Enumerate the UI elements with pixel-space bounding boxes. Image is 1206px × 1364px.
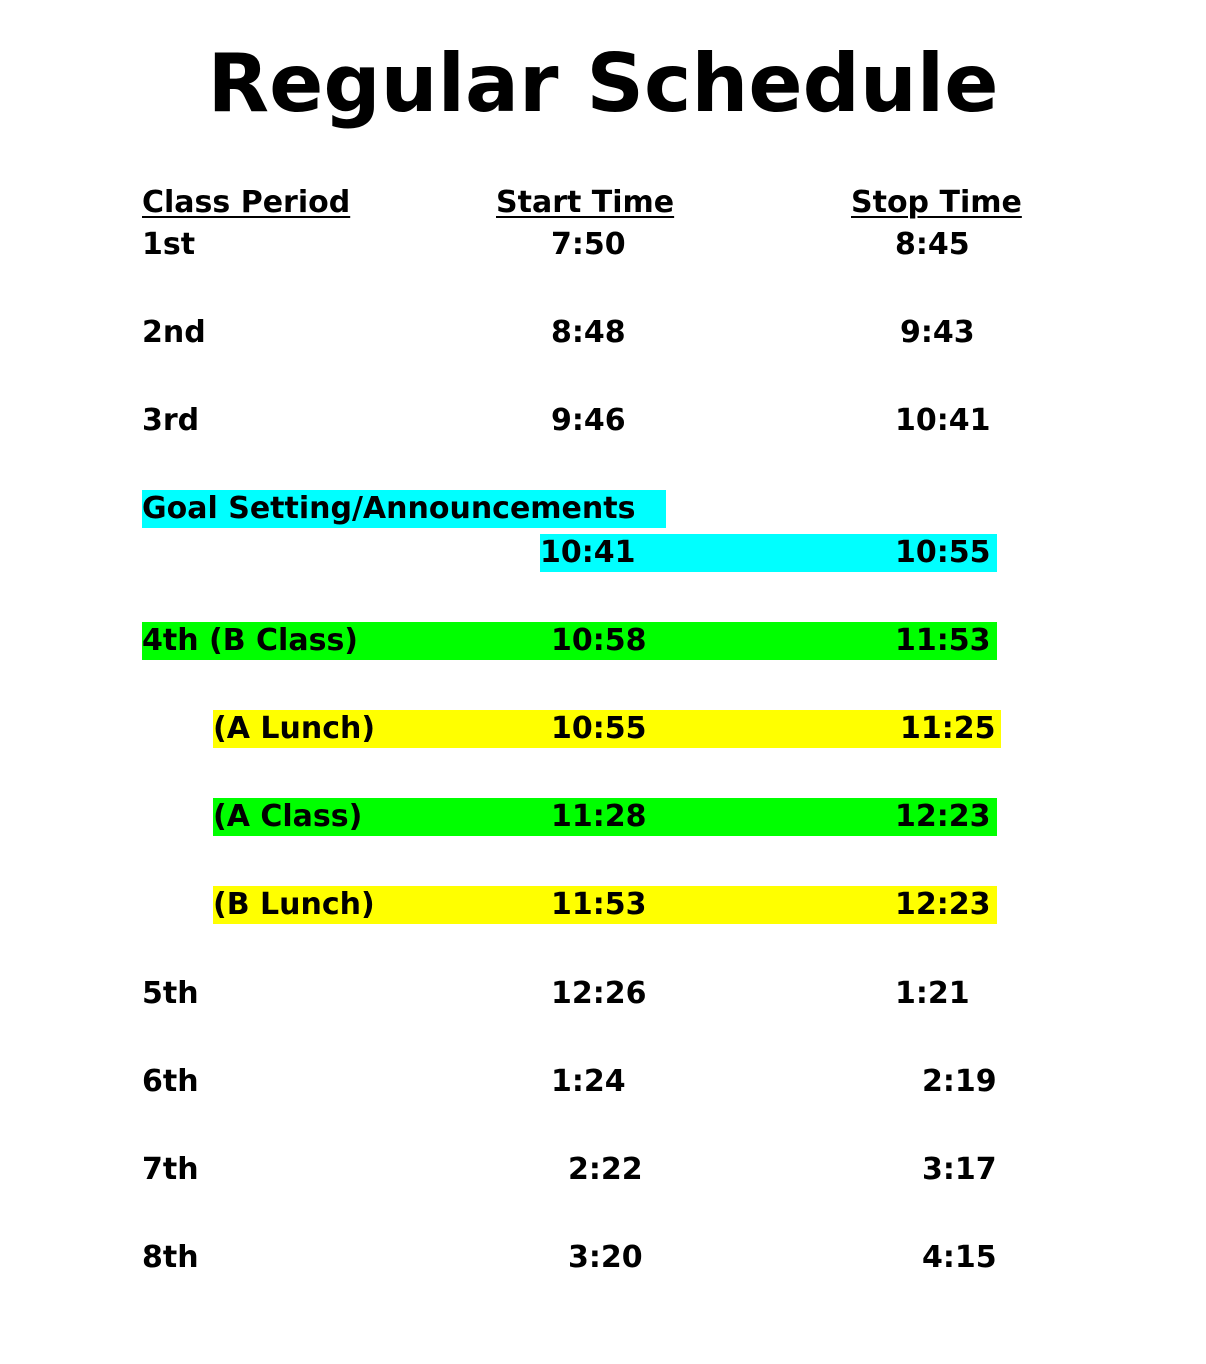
period-b-lunch: (B Lunch) bbox=[213, 887, 375, 922]
start-announcements: 10:41 bbox=[540, 535, 636, 570]
start-4th-b-class: 10:58 bbox=[551, 623, 647, 658]
start-a-lunch: 10:55 bbox=[551, 711, 647, 746]
stop-6th: 2:19 bbox=[922, 1064, 997, 1099]
start-7th: 2:22 bbox=[568, 1152, 643, 1187]
page-title: Regular Schedule bbox=[207, 37, 999, 130]
period-a-lunch: (A Lunch) bbox=[213, 711, 376, 746]
start-6th: 1:24 bbox=[551, 1064, 626, 1099]
period-a-class: (A Class) bbox=[213, 799, 363, 834]
period-7th: 7th bbox=[142, 1152, 199, 1187]
period-5th: 5th bbox=[142, 976, 199, 1011]
period-3rd: 3rd bbox=[142, 403, 200, 438]
stop-b-lunch: 12:23 bbox=[895, 887, 991, 922]
stop-7th: 3:17 bbox=[922, 1152, 997, 1187]
stop-8th: 4:15 bbox=[922, 1240, 997, 1275]
stop-2nd: 9:43 bbox=[900, 315, 975, 350]
header-start-time: Start Time bbox=[496, 185, 675, 220]
period-8th: 8th bbox=[142, 1240, 199, 1275]
stop-5th: 1:21 bbox=[895, 976, 970, 1011]
stop-a-class: 12:23 bbox=[895, 799, 991, 834]
start-a-class: 11:28 bbox=[551, 799, 647, 834]
start-1st: 7:50 bbox=[551, 227, 626, 262]
stop-announcements: 10:55 bbox=[895, 535, 991, 570]
start-8th: 3:20 bbox=[568, 1240, 643, 1275]
period-6th: 6th bbox=[142, 1064, 199, 1099]
period-4th-b-class: 4th (B Class) bbox=[142, 623, 359, 658]
header-class-period: Class Period bbox=[142, 185, 351, 220]
period-announcements: Goal Setting/Announcements bbox=[142, 491, 636, 526]
start-3rd: 9:46 bbox=[551, 403, 626, 438]
stop-a-lunch: 11:25 bbox=[900, 711, 996, 746]
period-1st: 1st bbox=[142, 227, 196, 262]
stop-3rd: 10:41 bbox=[895, 403, 991, 438]
start-5th: 12:26 bbox=[551, 976, 647, 1011]
stop-1st: 8:45 bbox=[895, 227, 970, 262]
period-2nd: 2nd bbox=[142, 315, 206, 350]
start-b-lunch: 11:53 bbox=[551, 887, 647, 922]
header-stop-time: Stop Time bbox=[851, 185, 1022, 220]
stop-4th-b-class: 11:53 bbox=[895, 623, 991, 658]
start-2nd: 8:48 bbox=[551, 315, 626, 350]
